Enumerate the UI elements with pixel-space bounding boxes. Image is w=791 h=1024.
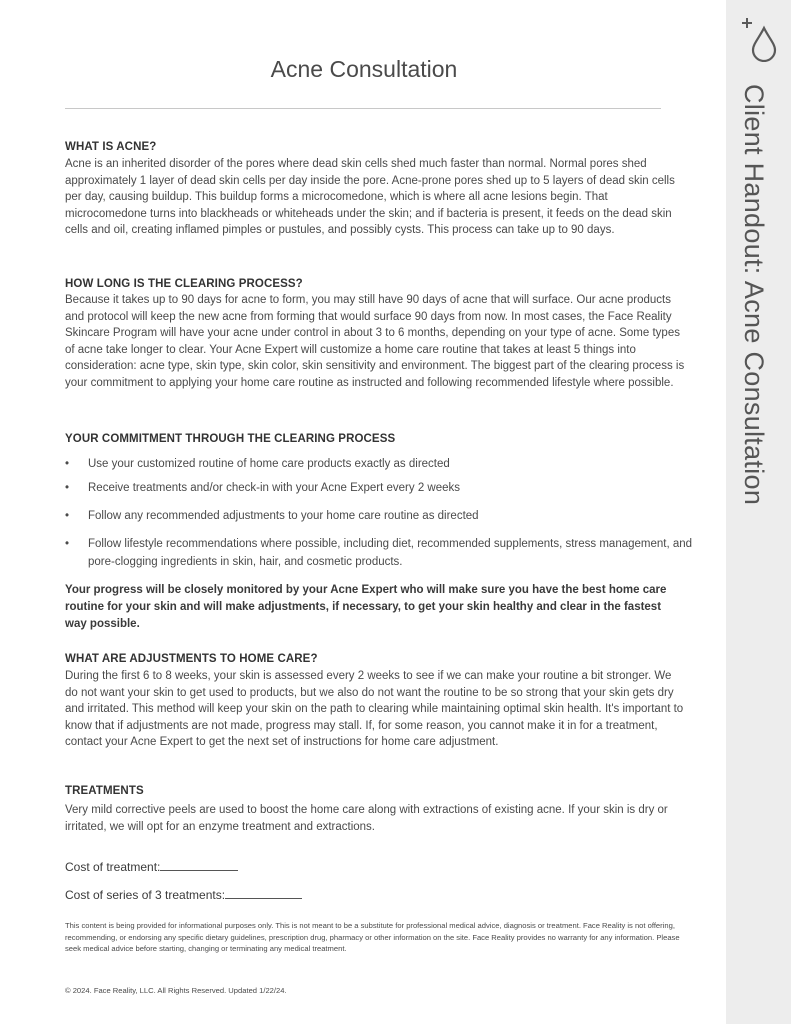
- bullet-marker: •: [65, 482, 70, 494]
- cost-treatment-label: Cost of treatment:: [65, 860, 161, 874]
- cost-treatment: [65, 860, 238, 874]
- heading-how-long: HOW LONG IS THE CLEARING PROCESS?: [65, 278, 303, 290]
- list-item: [65, 535, 705, 571]
- cost-series-field[interactable]: [225, 898, 302, 899]
- body-how-long: Because it takes up to 90 days for acne to form, you may still have 90 days of acne that will surface. Our acne products and protocol will keep the new acne from forming that would surface 90 days from now. In most cases, the Face Reality Skincare Program will have your acne under control in about 3 to 6 months, depending on your type of acne. Some types of acne take longer to clear. Your Acne Expert will customize a home care routine that takes at least 5 things into consideration: acne type, skin type, skin color, skin sensitivity and environment. The biggest part of the clearing process is your commitment to applying your home care routine as instructed and following recommended lifestyle where possible.: [65, 294, 685, 389]
- list-item: [65, 479, 705, 497]
- sidebar-vertical-title: Client Handout: Acne Consultation: [739, 84, 769, 506]
- bullet-marker: •: [65, 458, 70, 470]
- page-title: Acne Consultation: [270, 56, 458, 82]
- body-what-is-acne: Acne is an inherited disorder of the pores where dead skin cells shed much faster than normal. Normal pores shed approximately 1 layer of dead skin cells per day inside the pore. Acne-prone pores shed up to 5 layers of dead skin cells per day, causing buildup. This buildup forms a microcomedone, which is where all acne lesions begin. That microcomedone turns into blackheads or whiteheads under the skin; and if bacteria is present, it feeds on the dead skin cells and oil, creating inflamed pimples or pustules, and possibly cysts. This process can take up to 90 days.: [65, 158, 675, 236]
- heading-treatments: TREATMENTS: [65, 785, 144, 797]
- copyright: © 2024. Face Reality, LLC. All Rights Reserved. Updated 1/22/24.: [65, 986, 287, 995]
- commitment-closing: Your progress will be closely monitored by your Acne Expert who will make sure you have the best home care routine for your skin and will make adjustments, if necessary, to get your skin healthy and clear in the fastest way possible.: [65, 584, 667, 630]
- list-item: [65, 455, 705, 473]
- heading-what-is-acne: WHAT IS ACNE?: [65, 141, 157, 153]
- heading-commitment: YOUR COMMITMENT THROUGH THE CLEARING PROCESS: [65, 433, 396, 445]
- bullet-marker: •: [65, 510, 70, 522]
- disclaimer: This content is being provided for informational purposes only. This is not meant to be a substitute for professional medical advice, diagnosis or treatment. Face Reality is not offering, recommending, or endorsing any specific dietary guidelines, prescription drug, pharmacy or other information on the site. Face Reality provides no warranty for any information. Please seek medical advice before starting, changing or terminating any medical treatment.: [65, 921, 680, 953]
- title-divider: [65, 108, 661, 109]
- cost-series-label: Cost of series of 3 treatments:: [65, 888, 226, 902]
- heading-adjustments: WHAT ARE ADJUSTMENTS TO HOME CARE?: [65, 653, 318, 665]
- list-item-text: Receive treatments and/or check-in with your Acne Expert every 2 weeks: [88, 482, 461, 494]
- body-adjustments: During the first 6 to 8 weeks, your skin is assessed every 2 weeks to see if we can make your routine a bit stronger. We do not want your skin to get used to products, but we also do not want the routine to be so strong that your skin gets dry and irritated. This method will keep your skin on the path to clearing while maintaining optimal skin health. It's important to know that if adjustments are not made, progress may stall. If, for some reason, you cannot make it in for a treatment, contact your Acne Expert to get the next set of instructions for home care adjustment.: [65, 670, 684, 748]
- list-item-text: Follow lifestyle recommendations where possible, including diet, recommended supplements, stress management, and pore-clogging ingredients in skin, hair, and cosmetic products.: [88, 538, 693, 568]
- bullet-marker: •: [65, 538, 70, 550]
- list-item-text: Follow any recommended adjustments to your home care routine as directed: [88, 510, 479, 522]
- plus-droplet-icon: [738, 14, 780, 62]
- list-item-text: Use your customized routine of home care products exactly as directed: [88, 458, 450, 470]
- cost-treatment-field[interactable]: [160, 870, 238, 871]
- body-treatments: Very mild corrective peels are used to boost the home care along with extractions of existing acne. If your skin is dry or irritated, we will opt for an enzyme treatment and extractions.: [65, 804, 668, 833]
- list-item: [65, 507, 705, 525]
- cost-series: [65, 888, 302, 902]
